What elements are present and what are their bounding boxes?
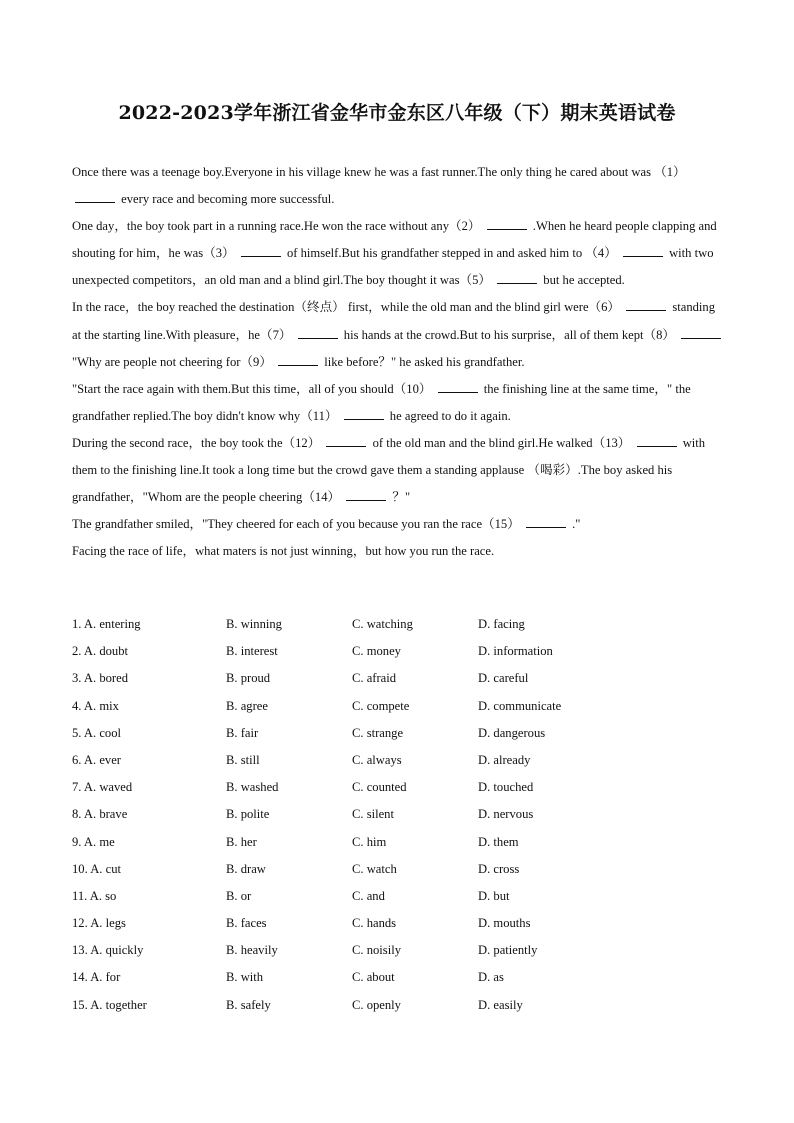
answer-blank xyxy=(497,272,537,284)
option-b: B. heavily xyxy=(226,943,278,958)
question-row xyxy=(72,856,726,883)
answer-blank xyxy=(278,354,318,366)
answer-blank xyxy=(326,435,366,447)
passage-paragraph xyxy=(72,376,726,430)
option-c: C. and xyxy=(352,888,385,903)
option-c: C. silent xyxy=(352,807,394,822)
answer-blank xyxy=(526,516,566,528)
question-row xyxy=(72,693,726,720)
option-a xyxy=(72,937,143,964)
passage-text: he agreed to do it again. xyxy=(386,408,511,423)
option-a-text: quickly xyxy=(105,943,144,958)
question-number: 4. A. xyxy=(72,698,97,713)
question-number: 6. A. xyxy=(72,752,97,767)
answer-blank xyxy=(681,327,721,339)
option-d: D. mouths xyxy=(478,916,531,931)
option-d: D. patiently xyxy=(478,943,538,958)
option-a-text: me xyxy=(99,834,115,849)
answer-blank xyxy=(637,435,677,447)
question-row xyxy=(72,883,726,910)
option-a xyxy=(72,829,115,856)
option-a xyxy=(72,665,128,692)
option-c: C. counted xyxy=(352,780,407,795)
question-number: 9. A. xyxy=(72,834,97,849)
passage-text: In the race，the boy reached the destination（终点） first，while the old man and the blind girl were（6） xyxy=(72,300,624,315)
option-a xyxy=(72,720,121,747)
answer-blank xyxy=(298,327,338,339)
passage-text: the finishing line at the same time，" the grandfather replied.The boy didn't know why（11） xyxy=(72,381,691,423)
option-a xyxy=(72,638,128,665)
option-a-text: legs xyxy=(105,916,126,931)
option-a xyxy=(72,693,119,720)
question-number: 13. A. xyxy=(72,943,103,958)
option-a xyxy=(72,774,132,801)
option-a xyxy=(72,992,147,1019)
passage-text: ." xyxy=(568,517,581,532)
option-d: D. as xyxy=(478,970,504,985)
question-row xyxy=(72,937,726,964)
passage-paragraph xyxy=(72,159,726,213)
answer-blank xyxy=(487,218,527,230)
passage-text: Facing the race of life，what maters is not just winning，but how you run the race. xyxy=(72,544,495,559)
option-c: C. hands xyxy=(352,916,397,931)
option-a xyxy=(72,611,141,638)
answer-blank xyxy=(75,191,115,203)
passage-text: Once there was a teenage boy.Everyone in his village knew he was a fast runner.The only thing he cared about was （1） xyxy=(72,165,686,179)
option-b: B. faces xyxy=(226,916,267,931)
question-row xyxy=(72,638,726,665)
question-number: 11. A. xyxy=(72,888,102,903)
option-c: C. watch xyxy=(352,861,397,876)
option-c: C. openly xyxy=(352,997,401,1012)
option-b: B. her xyxy=(226,834,257,849)
option-c: C. compete xyxy=(352,698,410,713)
question-number: 5. A. xyxy=(72,725,97,740)
option-d: D. careful xyxy=(478,671,529,686)
answer-blank xyxy=(241,245,281,257)
passage-text: but he accepted. xyxy=(540,273,625,288)
option-a-text: for xyxy=(105,970,121,985)
option-a-text: mix xyxy=(99,698,119,713)
answer-blank xyxy=(623,245,663,257)
question-row xyxy=(72,747,726,774)
option-d: D. nervous xyxy=(478,807,534,822)
passage-text: One day，the boy took part in a running race.He won the race without any（2） xyxy=(72,219,484,234)
option-b: B. winning xyxy=(226,617,282,631)
question-number: 10. A. xyxy=(72,861,103,876)
question-row xyxy=(72,964,726,991)
option-c: C. watching xyxy=(352,617,413,631)
question-number: 3. A. xyxy=(72,671,97,686)
option-a-text: cut xyxy=(105,861,121,876)
passage-text: like before？" he asked his grandfather. xyxy=(321,354,525,369)
question-row xyxy=(72,910,726,937)
option-b: B. with xyxy=(226,970,264,985)
passage-text: his hands at the crowd.But to his surprise，all of them kept（8） xyxy=(340,327,679,342)
passage-text: .When he heard people clapping and shouting for him，he was（3） xyxy=(72,219,717,261)
passage-text: The grandfather smiled，"They cheered for each of you because you ran the race（15） xyxy=(72,517,523,532)
passage-text: every race and becoming more successful. xyxy=(118,192,335,207)
answer-blank xyxy=(346,489,386,501)
page-title: 2022-2023学年浙江省金华市金东区八年级（下）期末英语试卷 xyxy=(118,102,676,124)
option-a-text: ever xyxy=(99,752,121,767)
answer-blank xyxy=(626,299,666,311)
option-a-text: so xyxy=(105,888,117,903)
passage-paragraph xyxy=(72,511,726,538)
option-d: D. but xyxy=(478,888,510,903)
question-number: 1. A. xyxy=(72,617,97,631)
question-number: 12. A. xyxy=(72,916,103,931)
passage-paragraph xyxy=(72,294,726,375)
passage-text: with two unexpected competitors，an old man and a blind girl.The boy thought it was（5） xyxy=(72,246,714,288)
option-b: B. proud xyxy=(226,671,271,686)
passage-text: with them to the finishing line.It took a long time but the crowd gave them a standing applause （喝彩）.The boy asked his grandfather，"Whom are the people cheering（14） xyxy=(72,435,706,505)
option-c: C. money xyxy=(352,644,401,659)
option-b: B. washed xyxy=(226,780,279,795)
option-a-text: together xyxy=(105,997,147,1012)
option-d: D. already xyxy=(478,752,531,767)
option-c: C. strange xyxy=(352,725,404,740)
passage-paragraph xyxy=(72,430,726,511)
option-a xyxy=(72,747,121,774)
question-number: 15. A. xyxy=(72,997,103,1012)
option-a xyxy=(72,964,120,991)
option-b: B. draw xyxy=(226,861,266,876)
option-c: C. about xyxy=(352,970,395,985)
question-number: 8. A. xyxy=(72,807,97,822)
option-a-text: cool xyxy=(99,725,121,740)
option-a-text: waved xyxy=(99,780,133,795)
option-b: B. fair xyxy=(226,725,259,740)
option-d: D. communicate xyxy=(478,698,562,713)
answer-blank xyxy=(344,408,384,420)
question-row xyxy=(72,665,726,692)
option-d: D. easily xyxy=(478,997,523,1012)
passage-paragraph xyxy=(72,213,726,294)
options-list xyxy=(72,611,726,1019)
question-number: 2. A. xyxy=(72,644,97,659)
question-row xyxy=(72,829,726,856)
answer-blank xyxy=(438,381,478,393)
option-a-text: bored xyxy=(99,671,128,686)
option-d: D. information xyxy=(478,644,553,659)
question-row xyxy=(72,992,726,1019)
option-b: B. interest xyxy=(226,644,278,659)
option-a-text: entering xyxy=(99,617,141,631)
passage-text: of himself.But his grandfather stepped in and asked him to （4） xyxy=(283,246,620,261)
question-number: 14. A. xyxy=(72,970,103,985)
option-b: B. agree xyxy=(226,698,268,713)
option-a xyxy=(72,801,127,828)
option-d: D. cross xyxy=(478,861,520,876)
option-a-text: doubt xyxy=(99,644,128,659)
option-a xyxy=(72,856,121,883)
option-b: B. polite xyxy=(226,807,270,822)
option-d: D. touched xyxy=(478,780,534,795)
question-row xyxy=(72,774,726,801)
option-c: C. him xyxy=(352,834,387,849)
passage-paragraph xyxy=(72,538,726,565)
question-number: 7. A. xyxy=(72,780,97,795)
option-b: B. safely xyxy=(226,997,271,1012)
question-row xyxy=(72,801,726,828)
option-c: C. always xyxy=(352,752,402,767)
passage-text: standing at the starting line.With pleasure，he（7） xyxy=(72,300,716,342)
option-c: C. noisily xyxy=(352,943,401,958)
passage-text: of the old man and the blind girl.He walked（13） xyxy=(369,435,634,450)
passage-text: During the second race，the boy took the（12） xyxy=(72,435,324,450)
question-row xyxy=(72,720,726,747)
option-d: D. dangerous xyxy=(478,725,546,740)
option-b: B. or xyxy=(226,888,252,903)
passage-text: "Start the race again with them.But this time，all of you should（10） xyxy=(72,381,435,396)
passage-text: ？" xyxy=(389,490,411,505)
option-a xyxy=(72,910,126,937)
passage-text: "Why are people not cheering for（9） xyxy=(72,354,276,369)
option-b: B. still xyxy=(226,752,260,767)
option-c: C. afraid xyxy=(352,671,397,686)
option-d: D. them xyxy=(478,834,519,849)
question-row xyxy=(72,611,726,638)
option-d: D. facing xyxy=(478,617,525,631)
option-a xyxy=(72,883,116,910)
option-a-text: brave xyxy=(99,807,128,822)
cloze-passage xyxy=(72,159,726,565)
